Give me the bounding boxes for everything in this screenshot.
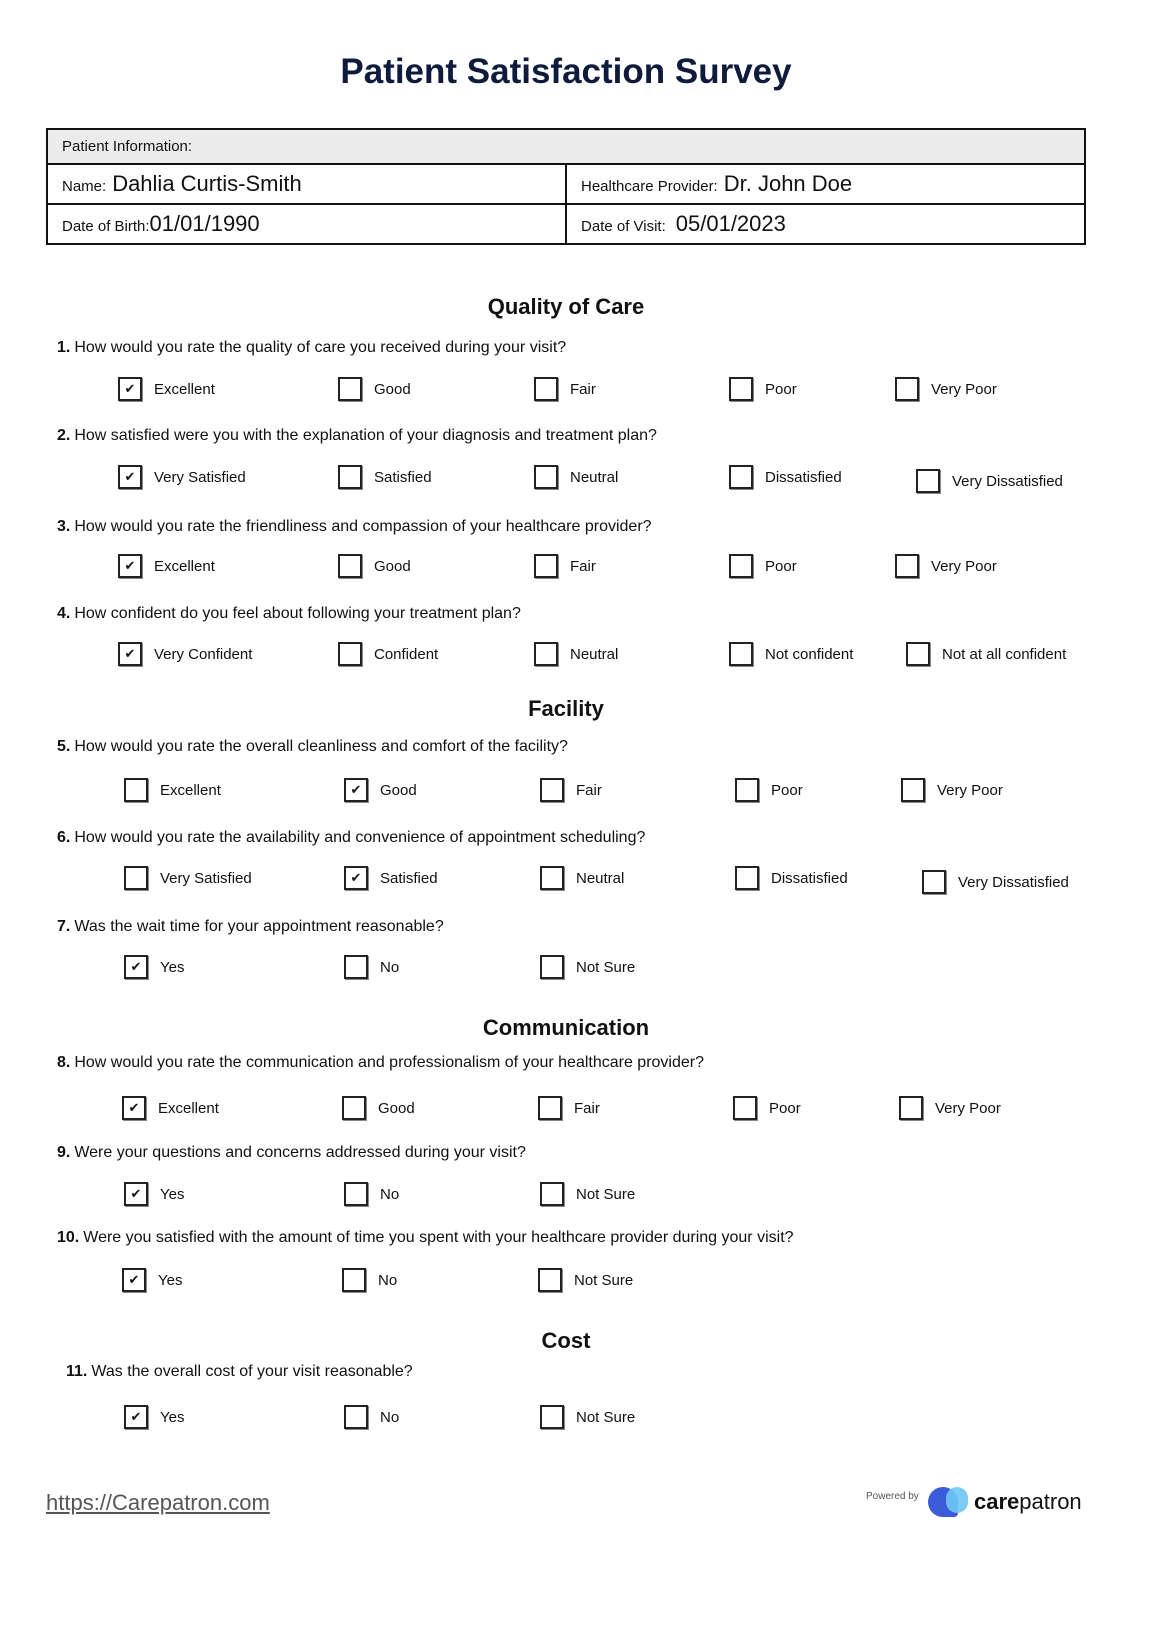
checkbox-icon[interactable] xyxy=(729,465,753,489)
option-label: Satisfied xyxy=(380,869,438,887)
option-label: Neutral xyxy=(576,869,625,887)
option-label: Fair xyxy=(576,781,602,799)
question-3 xyxy=(57,518,652,536)
checkbox-icon[interactable] xyxy=(338,554,362,578)
option-label: Confident xyxy=(374,645,439,663)
option-checkbox[interactable] xyxy=(122,1096,219,1120)
checkbox-icon[interactable] xyxy=(735,778,759,802)
carepatron-link[interactable]: https://Carepatron.com xyxy=(46,1490,270,1515)
checkbox-icon[interactable] xyxy=(729,554,753,578)
checkbox-icon[interactable] xyxy=(124,866,148,890)
logo-mark-icon-secondary xyxy=(946,1487,968,1513)
check-mark-icon: ✔ xyxy=(128,1272,140,1287)
checkbox-icon[interactable] xyxy=(540,778,564,802)
checkbox-icon[interactable] xyxy=(735,866,759,890)
option-checkbox[interactable] xyxy=(735,866,848,890)
checked-checkbox-icon[interactable] xyxy=(122,1096,146,1120)
question-number: 10. xyxy=(57,1229,80,1246)
option-checkbox[interactable] xyxy=(118,465,246,489)
option-checkbox[interactable] xyxy=(338,377,411,401)
option-checkbox[interactable] xyxy=(118,377,215,401)
visit-date-label: Date of Visit: xyxy=(581,218,666,235)
option-checkbox[interactable] xyxy=(895,554,997,578)
checked-checkbox-icon[interactable] xyxy=(124,955,148,979)
question-7 xyxy=(57,918,444,936)
option-label: Yes xyxy=(160,958,185,976)
option-label: Poor xyxy=(769,1099,801,1117)
visit-date-value: 05/01/2023 xyxy=(675,211,786,236)
question-text: Were your questions and concerns addressed during your visit? xyxy=(74,1144,526,1161)
checkbox-icon[interactable] xyxy=(534,642,558,666)
option-checkbox[interactable] xyxy=(344,866,438,890)
name-label: Name: xyxy=(62,178,107,195)
dob-field[interactable] xyxy=(47,204,566,244)
option-checkbox[interactable] xyxy=(733,1096,801,1120)
checkbox-icon[interactable] xyxy=(899,1096,923,1120)
option-label: Good xyxy=(380,781,417,799)
question-5 xyxy=(57,738,568,756)
option-label: Neutral xyxy=(570,645,619,663)
checkbox-icon[interactable] xyxy=(733,1096,757,1120)
option-label: Satisfied xyxy=(374,468,432,486)
question-text: How would you rate the quality of care you received during your visit? xyxy=(74,339,567,356)
checkbox-icon[interactable] xyxy=(534,554,558,578)
question-1 xyxy=(57,339,566,357)
option-checkbox[interactable] xyxy=(124,1405,184,1429)
option-label: Excellent xyxy=(158,1099,219,1117)
checkbox-icon[interactable] xyxy=(124,778,148,802)
option-checkbox[interactable] xyxy=(922,870,1069,894)
checkbox-icon[interactable] xyxy=(916,469,940,493)
question-number: 11. xyxy=(66,1363,88,1380)
option-checkbox[interactable] xyxy=(901,778,1003,802)
option-checkbox[interactable] xyxy=(540,1405,635,1429)
option-checkbox[interactable] xyxy=(344,955,399,979)
checkbox-icon[interactable] xyxy=(540,1182,564,1206)
checkbox-icon[interactable] xyxy=(906,642,930,666)
option-label: Fair xyxy=(570,380,596,398)
provider-field[interactable] xyxy=(566,164,1085,204)
option-label: No xyxy=(380,1185,400,1203)
option-checkbox[interactable] xyxy=(534,465,618,489)
option-label: Yes xyxy=(158,1271,183,1289)
option-checkbox[interactable] xyxy=(540,955,635,979)
option-checkbox[interactable] xyxy=(118,642,252,666)
option-checkbox[interactable] xyxy=(534,554,596,578)
checked-checkbox-icon[interactable] xyxy=(122,1268,146,1292)
section-facility: Facility xyxy=(528,696,604,721)
question-6 xyxy=(57,829,645,847)
question-text: How would you rate the communication and professionalism of your healthcare provider? xyxy=(74,1054,705,1071)
checkbox-icon[interactable] xyxy=(534,377,558,401)
option-label: Excellent xyxy=(160,781,221,799)
page-title: Patient Satisfaction Survey xyxy=(340,52,792,91)
option-checkbox[interactable] xyxy=(124,866,252,890)
checkbox-icon[interactable] xyxy=(895,554,919,578)
question-text: Were you satisfied with the amount of time you spent with your healthcare provider during your visit? xyxy=(83,1229,794,1246)
option-label: Not Sure xyxy=(576,1408,636,1426)
name-value: Dahlia Curtis-Smith xyxy=(112,171,302,196)
check-mark-icon: ✔ xyxy=(130,1409,142,1424)
option-label: Very Poor xyxy=(937,781,1003,799)
checked-checkbox-icon[interactable] xyxy=(124,1405,148,1429)
option-checkbox[interactable] xyxy=(729,377,797,401)
option-label: Poor xyxy=(771,781,803,799)
option-checkbox[interactable] xyxy=(906,642,1066,666)
checked-checkbox-icon[interactable] xyxy=(118,377,142,401)
option-checkbox[interactable] xyxy=(540,778,602,802)
checkbox-icon[interactable] xyxy=(729,377,753,401)
question-number: 8. xyxy=(57,1054,71,1071)
question-9 xyxy=(57,1144,526,1162)
question-text: Was the overall cost of your visit reasonable? xyxy=(91,1363,413,1380)
option-checkbox[interactable] xyxy=(538,1096,600,1120)
section-communication: Communication xyxy=(482,1015,650,1040)
question-number: 1. xyxy=(57,339,71,356)
checkbox-icon[interactable] xyxy=(540,866,564,890)
checkbox-icon[interactable] xyxy=(540,1405,564,1429)
check-mark-icon: ✔ xyxy=(124,558,136,573)
question-number: 3. xyxy=(57,518,71,535)
option-checkbox[interactable] xyxy=(342,1096,415,1120)
question-text: How satisfied were you with the explanation of your diagnosis and treatment plan? xyxy=(74,427,657,444)
checkbox-icon[interactable] xyxy=(338,465,362,489)
checkbox-icon[interactable] xyxy=(344,1182,368,1206)
name-field[interactable] xyxy=(47,164,566,204)
checkbox-icon[interactable] xyxy=(538,1268,562,1292)
question-number: 9. xyxy=(57,1144,71,1161)
checkbox-icon[interactable] xyxy=(922,870,946,894)
option-label: Yes xyxy=(160,1185,185,1203)
question-number: 5. xyxy=(57,738,71,755)
dob-label: Date of Birth: xyxy=(62,218,150,235)
patient-info-header: Patient Information: xyxy=(47,129,1085,164)
option-label: Very Satisfied xyxy=(154,468,246,486)
option-checkbox[interactable] xyxy=(344,1182,399,1206)
checkbox-icon[interactable] xyxy=(344,955,368,979)
checked-checkbox-icon[interactable] xyxy=(344,778,368,802)
option-checkbox[interactable] xyxy=(916,469,1063,493)
option-checkbox[interactable] xyxy=(534,377,596,401)
option-label: Fair xyxy=(574,1099,600,1117)
question-text: Was the wait time for your appointment reasonable? xyxy=(74,918,444,935)
question-number: 6. xyxy=(57,829,71,846)
option-label: Excellent xyxy=(154,557,215,575)
option-checkbox[interactable] xyxy=(338,642,438,666)
option-label: Not confident xyxy=(765,645,854,663)
option-checkbox[interactable] xyxy=(124,1182,184,1206)
option-checkbox[interactable] xyxy=(342,1268,397,1292)
question-number: 7. xyxy=(57,918,71,935)
option-label: Poor xyxy=(765,380,797,398)
option-label: Good xyxy=(374,557,411,575)
question-11 xyxy=(66,1363,413,1381)
option-label: Dissatisfied xyxy=(771,869,848,887)
option-label: Dissatisfied xyxy=(765,468,842,486)
brand-bold: care xyxy=(974,1489,1020,1514)
option-checkbox[interactable] xyxy=(729,554,797,578)
checked-checkbox-icon[interactable] xyxy=(344,866,368,890)
option-label: No xyxy=(380,1408,400,1426)
option-checkbox[interactable] xyxy=(122,1268,182,1292)
checkbox-icon[interactable] xyxy=(534,465,558,489)
option-label: Good xyxy=(374,380,411,398)
option-checkbox[interactable] xyxy=(118,554,215,578)
question-text: How would you rate the availability and convenience of appointment scheduling? xyxy=(74,829,646,846)
option-label: Neutral xyxy=(570,468,619,486)
checked-checkbox-icon[interactable] xyxy=(118,554,142,578)
option-label: Yes xyxy=(160,1408,185,1426)
visit-date-field[interactable] xyxy=(566,204,1085,244)
option-checkbox[interactable] xyxy=(344,1405,399,1429)
question-text: How would you rate the overall cleanliness and comfort of the facility? xyxy=(74,738,568,755)
check-mark-icon: ✔ xyxy=(130,1186,142,1201)
question-2 xyxy=(57,427,657,445)
option-label: Not Sure xyxy=(576,958,636,976)
option-checkbox[interactable] xyxy=(338,554,411,578)
question-text: How would you rate the friendliness and compassion of your healthcare provider? xyxy=(74,518,652,535)
option-label: Fair xyxy=(570,557,596,575)
checkbox-icon[interactable] xyxy=(338,642,362,666)
option-label: Very Dissatisfied xyxy=(958,873,1069,891)
option-checkbox[interactable] xyxy=(895,377,997,401)
option-label: Not Sure xyxy=(574,1271,634,1289)
option-checkbox[interactable] xyxy=(735,778,803,802)
question-10 xyxy=(57,1229,794,1247)
option-checkbox[interactable] xyxy=(338,465,432,489)
checkbox-icon[interactable] xyxy=(342,1268,366,1292)
option-label: Poor xyxy=(765,557,797,575)
option-label: Not Sure xyxy=(576,1185,636,1203)
checked-checkbox-icon[interactable] xyxy=(118,642,142,666)
option-checkbox[interactable] xyxy=(538,1268,633,1292)
powered-by-label: Powered by xyxy=(866,1491,919,1502)
option-checkbox[interactable] xyxy=(534,642,618,666)
checked-checkbox-icon[interactable] xyxy=(124,1182,148,1206)
option-label: No xyxy=(380,958,400,976)
check-mark-icon: ✔ xyxy=(128,1100,140,1115)
check-mark-icon: ✔ xyxy=(130,959,142,974)
question-number: 2. xyxy=(57,427,71,444)
checked-checkbox-icon[interactable] xyxy=(118,465,142,489)
option-label: Very Confident xyxy=(154,645,253,663)
option-checkbox[interactable] xyxy=(540,866,624,890)
option-label: Very Dissatisfied xyxy=(952,472,1063,490)
check-mark-icon: ✔ xyxy=(124,469,136,484)
option-checkbox[interactable] xyxy=(124,955,184,979)
option-label: Very Satisfied xyxy=(160,869,252,887)
check-mark-icon: ✔ xyxy=(124,646,136,661)
checkbox-icon[interactable] xyxy=(729,642,753,666)
option-label: Not at all confident xyxy=(942,645,1067,663)
carepatron-logo xyxy=(928,1487,1082,1517)
question-8 xyxy=(57,1054,704,1072)
option-checkbox[interactable] xyxy=(540,1182,635,1206)
provider-value: Dr. John Doe xyxy=(723,171,853,196)
patient-info-table xyxy=(46,128,1086,245)
question-4 xyxy=(57,605,521,623)
option-label: Excellent xyxy=(154,380,215,398)
option-label: No xyxy=(378,1271,398,1289)
option-label: Good xyxy=(378,1099,415,1117)
checkbox-icon[interactable] xyxy=(344,1405,368,1429)
dob-value: 01/01/1990 xyxy=(149,211,260,236)
checkbox-icon[interactable] xyxy=(895,377,919,401)
checkbox-icon[interactable] xyxy=(338,377,362,401)
brand-rest: patron xyxy=(1019,1489,1082,1514)
option-checkbox[interactable] xyxy=(729,642,853,666)
option-label: Very Poor xyxy=(931,557,997,575)
checkbox-icon[interactable] xyxy=(342,1096,366,1120)
check-mark-icon: ✔ xyxy=(124,381,136,396)
option-label: Very Poor xyxy=(935,1099,1001,1117)
option-checkbox[interactable] xyxy=(899,1096,1001,1120)
option-label: Very Poor xyxy=(931,380,997,398)
provider-label: Healthcare Provider: xyxy=(581,178,718,195)
checkbox-icon[interactable] xyxy=(540,955,564,979)
section-quality-of-care: Quality of Care xyxy=(487,294,645,319)
check-mark-icon: ✔ xyxy=(350,782,362,797)
section-cost: Cost xyxy=(541,1328,591,1353)
checkbox-icon[interactable] xyxy=(901,778,925,802)
option-checkbox[interactable] xyxy=(729,465,842,489)
question-number: 4. xyxy=(57,605,71,622)
option-checkbox[interactable] xyxy=(124,778,221,802)
checkbox-icon[interactable] xyxy=(538,1096,562,1120)
check-mark-icon: ✔ xyxy=(350,870,362,885)
question-text: How confident do you feel about following your treatment plan? xyxy=(74,605,521,622)
option-checkbox[interactable] xyxy=(344,778,417,802)
